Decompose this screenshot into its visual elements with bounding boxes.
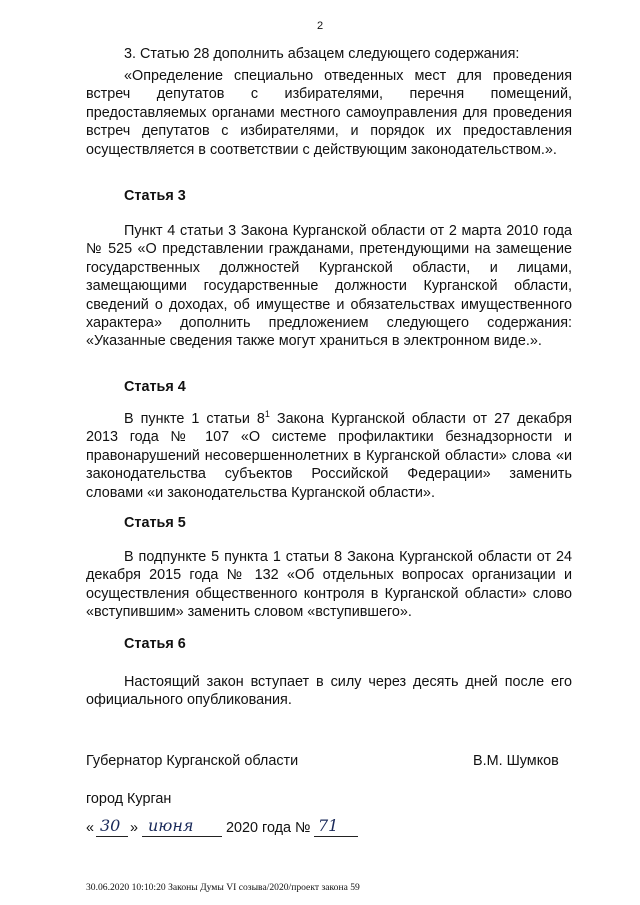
heading-article-3: Статья 3 — [124, 188, 186, 204]
handwritten-month: июня — [148, 816, 194, 835]
paragraph-article-4 — [86, 410, 572, 502]
article-4-start: В пункте 1 статьи 8 — [124, 411, 265, 427]
paragraph-article-28-amendment: 3. Статью 28 дополнить абзацем следующего содержания: — [124, 46, 520, 62]
heading-article-6: Статья 6 — [124, 636, 186, 652]
paragraph-article-5: В подпункте 5 пункта 1 статьи 8 Закона Курганской области от 24 декабря 2015 года № 132 «Об отдельных вопросах организации и осуществления общественного контроля в Курганской области» слово «вступившим» заменить словом «вступившего». — [86, 549, 572, 621]
day-underline — [96, 836, 128, 837]
date-open-quote: « — [86, 820, 95, 836]
number-underline — [314, 836, 358, 837]
signature-title: Губернатор Курганской области — [86, 753, 299, 769]
paragraph-article-3: Пункт 4 статьи 3 Закона Курганской области от 2 марта 2010 года № 525 «О представлении гражданами, претендующими на замещение государственных должностей Курганской области, и лицами, замещающими государственные должности Курганской области, сведений о доходах, об имуществе и обязательствах имущественного характера» дополнить предложением следующего содержания: «Указанные сведения также могут храниться в электронном виде.». — [86, 223, 572, 350]
date-line — [86, 818, 386, 842]
city-label: город Курган — [86, 791, 172, 807]
signature-name: В.М. Шумков — [473, 753, 559, 769]
date-year-text: 2020 года № — [226, 820, 311, 836]
paragraph-quoted-text: «Определение специально отведенных мест для проведения встреч депутатов с избирателями, перечня помещений, предоставляемых органами местного самоуправления для проведения встреч депутатов с избирателями, и порядок их предоставления осуществляется в соответствии с действующим законодательством.». — [86, 68, 572, 158]
footer-file-path: 30.06.2020 10:10:20 Законы Думы VI созыва/2020/проект закона 59 — [86, 882, 360, 893]
handwritten-day: 30 — [100, 816, 121, 835]
date-close-quote: » — [130, 820, 139, 836]
heading-article-5: Статья 5 — [124, 515, 186, 531]
paragraph-article-6: Настоящий закон вступает в силу через десять дней после его официального опубликования. — [86, 674, 572, 709]
superscript: 1 — [264, 409, 270, 420]
article-4-rest: Закона Курганской области от 27 декабря 2013 года № 107 «О системе профилактики безнадзорности и правонарушений несовершеннолетних в Курганской области» слова «и законодательства субъектов Российской Федерации» заменить словами «и законодательства Курганской области». — [86, 411, 572, 501]
page-number: 2 — [316, 20, 324, 32]
heading-article-4: Статья 4 — [124, 379, 186, 395]
month-underline — [142, 836, 222, 837]
handwritten-number: 71 — [318, 816, 339, 835]
